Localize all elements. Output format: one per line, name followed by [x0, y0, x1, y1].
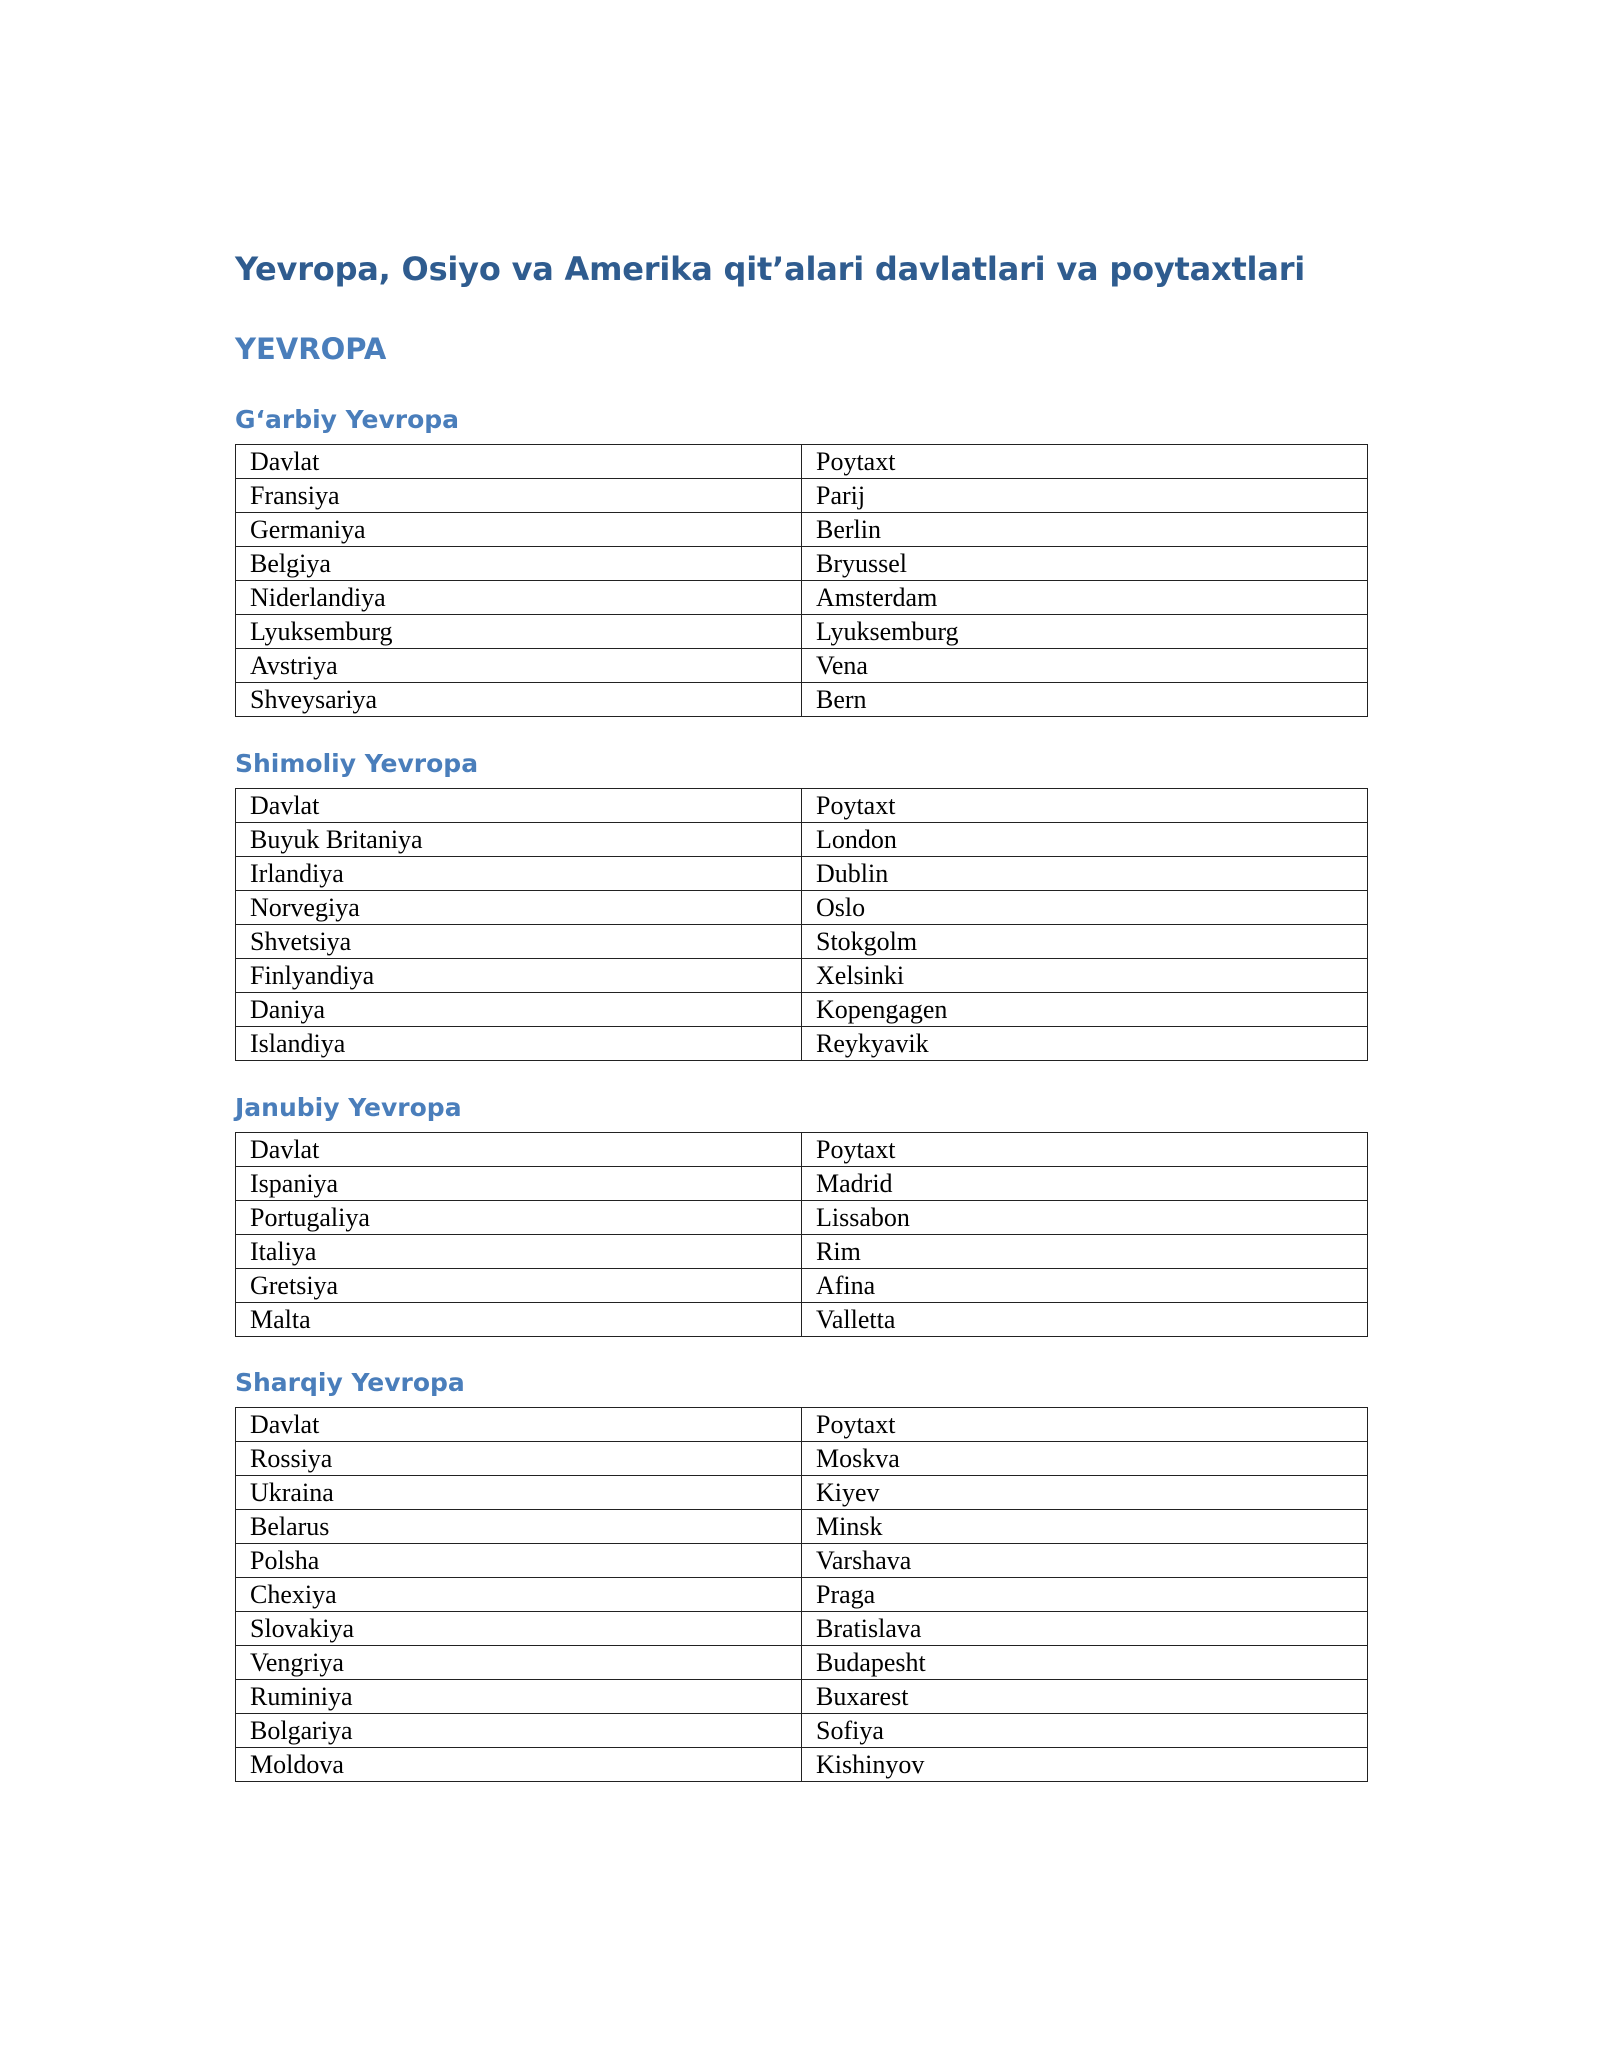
country-cell: Fransiya [236, 479, 802, 513]
capital-cell: Valletta [802, 1303, 1368, 1337]
country-cell: Italiya [236, 1235, 802, 1269]
table-row [236, 1578, 1368, 1612]
region-section [235, 1090, 1367, 1337]
capital-cell: Sofiya [802, 1714, 1368, 1748]
capital-cell: Bratislava [802, 1612, 1368, 1646]
table-row [236, 1714, 1368, 1748]
table-row [236, 1167, 1368, 1201]
country-cell: Irlandiya [236, 857, 802, 891]
capital-cell: Kishinyov [802, 1748, 1368, 1782]
capital-cell: Praga [802, 1578, 1368, 1612]
region-section [235, 402, 1367, 717]
capital-cell: Poytaxt [802, 1408, 1368, 1442]
table-row [236, 1612, 1368, 1646]
capital-cell: Lyuksemburg [802, 615, 1368, 649]
table-row [236, 1235, 1368, 1269]
region-heading: Shimoliy Yevropa [235, 749, 479, 778]
capital-cell: Poytaxt [802, 445, 1368, 479]
country-cell: Davlat [236, 1408, 802, 1442]
capital-cell: Afina [802, 1269, 1368, 1303]
region-heading: Janubiy Yevropa [235, 1093, 462, 1122]
country-cell: Belarus [236, 1510, 802, 1544]
region-section [235, 746, 1367, 1061]
country-cell: Germaniya [236, 513, 802, 547]
capital-cell: Kopengagen [802, 993, 1368, 1027]
document-title: Yevropa, Osiyo va Amerika qit’alari davlatlari va poytaxtlari [235, 250, 1306, 288]
country-cell: Buyuk Britaniya [236, 823, 802, 857]
country-cell: Daniya [236, 993, 802, 1027]
region-section [235, 1365, 1367, 1782]
country-cell: Chexiya [236, 1578, 802, 1612]
capital-cell: Parij [802, 479, 1368, 513]
table-row [236, 1442, 1368, 1476]
table-row [236, 581, 1368, 615]
capital-cell: Budapesht [802, 1646, 1368, 1680]
country-cell: Slovakiya [236, 1612, 802, 1646]
region-heading: Sharqiy Yevropa [235, 1368, 465, 1397]
table-row [236, 1027, 1368, 1061]
country-cell: Belgiya [236, 547, 802, 581]
country-cell: Davlat [236, 445, 802, 479]
continent-heading: YEVROPA [235, 332, 387, 366]
table-row [236, 925, 1368, 959]
country-cell: Moldova [236, 1748, 802, 1782]
capital-cell: Bern [802, 683, 1368, 717]
capitals-table [235, 1132, 1368, 1337]
table-row [236, 993, 1368, 1027]
capitals-table [235, 444, 1368, 717]
country-cell: Davlat [236, 789, 802, 823]
capital-cell: Amsterdam [802, 581, 1368, 615]
capital-cell: Bryussel [802, 547, 1368, 581]
capitals-table [235, 788, 1368, 1061]
capital-cell: Buxarest [802, 1680, 1368, 1714]
table-row [236, 1646, 1368, 1680]
country-cell: Portugaliya [236, 1201, 802, 1235]
table-header-row [236, 445, 1368, 479]
capital-cell: Minsk [802, 1510, 1368, 1544]
table-row [236, 683, 1368, 717]
capital-cell: Moskva [802, 1442, 1368, 1476]
table-row [236, 857, 1368, 891]
table-row [236, 1680, 1368, 1714]
table-row [236, 1544, 1368, 1578]
capital-cell: Lissabon [802, 1201, 1368, 1235]
table-row [236, 1510, 1368, 1544]
table-header-row [236, 1133, 1368, 1167]
country-cell: Davlat [236, 1133, 802, 1167]
capital-cell: Rim [802, 1235, 1368, 1269]
country-cell: Islandiya [236, 1027, 802, 1061]
region-heading: G‘arbiy Yevropa [235, 405, 460, 434]
country-cell: Malta [236, 1303, 802, 1337]
table-row [236, 1201, 1368, 1235]
country-cell: Shveysariya [236, 683, 802, 717]
country-cell: Norvegiya [236, 891, 802, 925]
table-row [236, 823, 1368, 857]
country-cell: Bolgariya [236, 1714, 802, 1748]
table-row [236, 479, 1368, 513]
table-row [236, 547, 1368, 581]
capital-cell: Berlin [802, 513, 1368, 547]
country-cell: Avstriya [236, 649, 802, 683]
capital-cell: Xelsinki [802, 959, 1368, 993]
capital-cell: Poytaxt [802, 1133, 1368, 1167]
country-cell: Ispaniya [236, 1167, 802, 1201]
capital-cell: Vena [802, 649, 1368, 683]
table-row [236, 1476, 1368, 1510]
table-header-row [236, 789, 1368, 823]
capital-cell: Dublin [802, 857, 1368, 891]
capital-cell: London [802, 823, 1368, 857]
country-cell: Vengriya [236, 1646, 802, 1680]
capital-cell: Varshava [802, 1544, 1368, 1578]
capitals-table [235, 1407, 1368, 1782]
table-row [236, 1748, 1368, 1782]
table-row [236, 513, 1368, 547]
capital-cell: Oslo [802, 891, 1368, 925]
capital-cell: Madrid [802, 1167, 1368, 1201]
table-row [236, 615, 1368, 649]
country-cell: Polsha [236, 1544, 802, 1578]
country-cell: Lyuksemburg [236, 615, 802, 649]
table-row [236, 649, 1368, 683]
country-cell: Shvetsiya [236, 925, 802, 959]
table-row [236, 959, 1368, 993]
capital-cell: Stokgolm [802, 925, 1368, 959]
table-header-row [236, 1408, 1368, 1442]
table-row [236, 1303, 1368, 1337]
capital-cell: Poytaxt [802, 789, 1368, 823]
country-cell: Ruminiya [236, 1680, 802, 1714]
country-cell: Niderlandiya [236, 581, 802, 615]
country-cell: Finlyandiya [236, 959, 802, 993]
capital-cell: Kiyev [802, 1476, 1368, 1510]
country-cell: Gretsiya [236, 1269, 802, 1303]
capital-cell: Reykyavik [802, 1027, 1368, 1061]
country-cell: Ukraina [236, 1476, 802, 1510]
country-cell: Rossiya [236, 1442, 802, 1476]
table-row [236, 1269, 1368, 1303]
table-row [236, 891, 1368, 925]
